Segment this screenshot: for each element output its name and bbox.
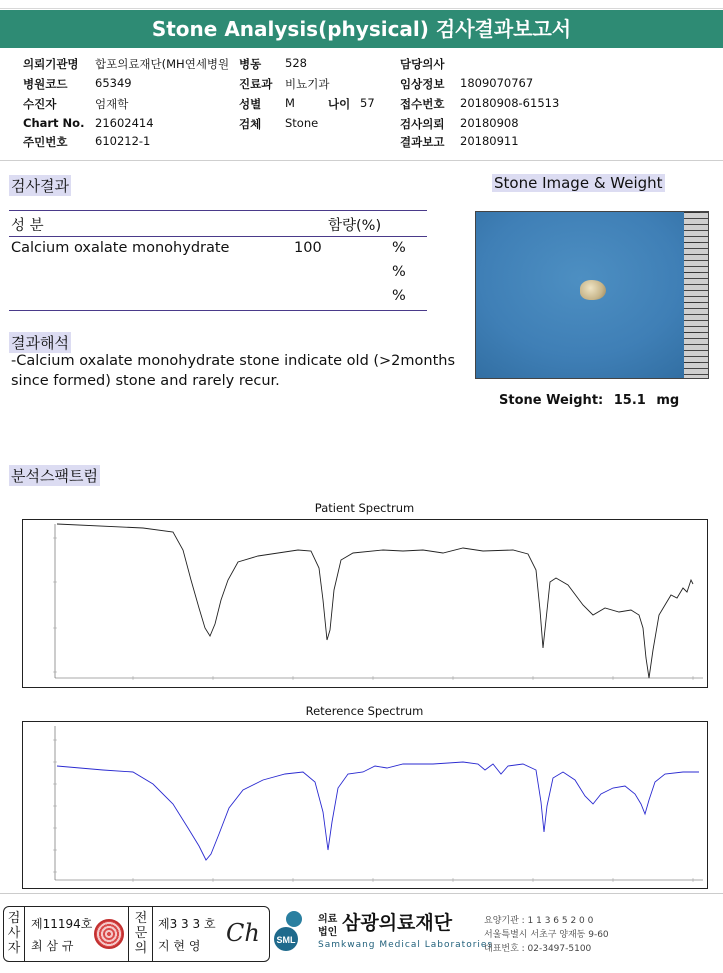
stone-photo bbox=[475, 211, 709, 379]
result-unit: % bbox=[392, 288, 406, 304]
clinical-value: 1809070767 bbox=[460, 76, 534, 90]
result-unit: % bbox=[392, 264, 406, 280]
box-divider bbox=[24, 907, 25, 961]
sex-label: 성별 bbox=[239, 97, 262, 111]
institution-label: 의뢰기관명 bbox=[23, 57, 79, 71]
doctor-label: 담당의사 bbox=[400, 57, 445, 71]
results-table-header-rule bbox=[9, 236, 427, 237]
institution-value: 합포의료재단(MH연세병원 bbox=[95, 57, 230, 71]
stone-weight-unit: mg bbox=[656, 393, 680, 408]
specimen-label: 검체 bbox=[239, 117, 262, 131]
org-phone: 대표번호 : 02-3497-5100 bbox=[484, 944, 592, 954]
dept-value: 비뇨기과 bbox=[285, 77, 330, 91]
chart-value: 21602414 bbox=[95, 116, 154, 130]
receipt-value: 20180908-61513 bbox=[460, 96, 560, 110]
org-prefix-bottom: 법인 bbox=[318, 927, 338, 938]
receipt-label: 접수번호 bbox=[400, 97, 445, 111]
reference-spectrum-title: Reterence Spectrum bbox=[305, 704, 424, 718]
inspector-seal bbox=[94, 919, 124, 949]
rrn-value: 610212-1 bbox=[95, 134, 151, 148]
report-date-label: 결과보고 bbox=[400, 135, 445, 149]
patient-spectrum-title: Patient Spectrum bbox=[314, 501, 415, 515]
clinical-label: 임상정보 bbox=[400, 77, 445, 91]
hospital-code-value: 65349 bbox=[95, 76, 132, 90]
reference-spectrum-line bbox=[57, 762, 699, 860]
inspector-number: 제11194호 bbox=[31, 917, 93, 931]
reviewer-number: 제3 3 3 호 bbox=[158, 917, 216, 931]
ward-label: 병동 bbox=[239, 57, 262, 71]
org-name: 삼광의료재단 bbox=[342, 912, 453, 934]
hospital-code-label: 병원코드 bbox=[23, 77, 68, 91]
reviewer-label: 전문의 bbox=[134, 911, 148, 956]
result-component: Calcium oxalate monohydrate bbox=[11, 240, 230, 256]
age-value: 57 bbox=[360, 96, 375, 110]
box-divider bbox=[128, 907, 129, 961]
stone-specimen bbox=[580, 280, 606, 300]
ruler-major-ticks bbox=[684, 212, 700, 378]
box-divider bbox=[152, 907, 153, 961]
report-title: Stone Analysis(physical) 검사결과보고서 bbox=[0, 10, 723, 48]
divider bbox=[0, 160, 723, 161]
patient-spectrum-panel bbox=[22, 519, 708, 688]
patient-spectrum-line bbox=[57, 524, 693, 678]
reviewer-signature: Ch bbox=[226, 919, 260, 947]
patient-value: 엄재학 bbox=[95, 97, 129, 111]
ward-value: 528 bbox=[285, 56, 307, 70]
specimen-value: Stone bbox=[285, 116, 319, 130]
reference-spectrum-panel bbox=[22, 721, 708, 889]
age-label: 나이 bbox=[328, 97, 351, 111]
results-table-top-rule bbox=[9, 210, 427, 211]
report-date-value: 20180911 bbox=[460, 134, 519, 148]
col-content-header: 함량(%) bbox=[328, 218, 382, 234]
org-prefix-top: 의료 bbox=[318, 914, 338, 925]
reference-spectrum-plot bbox=[23, 722, 707, 888]
logo-text: SML bbox=[276, 935, 296, 945]
results-table-bottom-rule bbox=[9, 310, 427, 311]
institution-number: 요양기관 : 1 1 3 6 5 2 0 0 bbox=[484, 916, 594, 926]
inspector-name: 최 삼 규 bbox=[31, 939, 74, 953]
inspector-label: 검사자 bbox=[7, 911, 21, 956]
chart-label: Chart No. bbox=[23, 116, 85, 130]
top-strip bbox=[0, 0, 723, 9]
result-value: 100 bbox=[294, 240, 322, 256]
stone-weight bbox=[499, 393, 679, 408]
signature-box bbox=[3, 906, 270, 962]
col-component-header: 성 분 bbox=[11, 218, 44, 234]
patient-spectrum-plot bbox=[23, 520, 707, 687]
dept-label: 진료과 bbox=[239, 77, 273, 91]
axis-ticks bbox=[53, 538, 693, 680]
rrn-label: 주민번호 bbox=[23, 135, 68, 149]
org-english-name: Samkwang Medical Laboratories bbox=[318, 940, 494, 950]
request-label: 검사의뢰 bbox=[400, 117, 445, 131]
result-unit: % bbox=[392, 240, 406, 256]
org-address: 서울특별시 서초구 양재동 9-60 bbox=[484, 930, 609, 940]
request-value: 20180908 bbox=[460, 116, 519, 130]
patient-label: 수진자 bbox=[23, 97, 57, 111]
axis-ticks bbox=[53, 740, 693, 882]
stone-weight-label: Stone Weight: bbox=[499, 393, 604, 408]
interpretation-line-2: since formed) stone and rarely recur. bbox=[11, 373, 280, 389]
sml-logo-icon bbox=[272, 909, 308, 953]
reviewer-name: 지 현 영 bbox=[158, 939, 201, 953]
results-section-title: 검사결과 bbox=[11, 177, 69, 195]
spectrum-section-title: 분석스팩트럼 bbox=[11, 467, 98, 485]
sex-value: M bbox=[285, 96, 295, 110]
image-section-title: Stone Image & Weight bbox=[494, 174, 663, 192]
interpretation-line-1: -Calcium oxalate monohydrate stone indicate old (>2months bbox=[11, 353, 456, 369]
stone-weight-value: 15.1 bbox=[613, 393, 646, 408]
interpretation-title: 결과해석 bbox=[11, 334, 69, 352]
